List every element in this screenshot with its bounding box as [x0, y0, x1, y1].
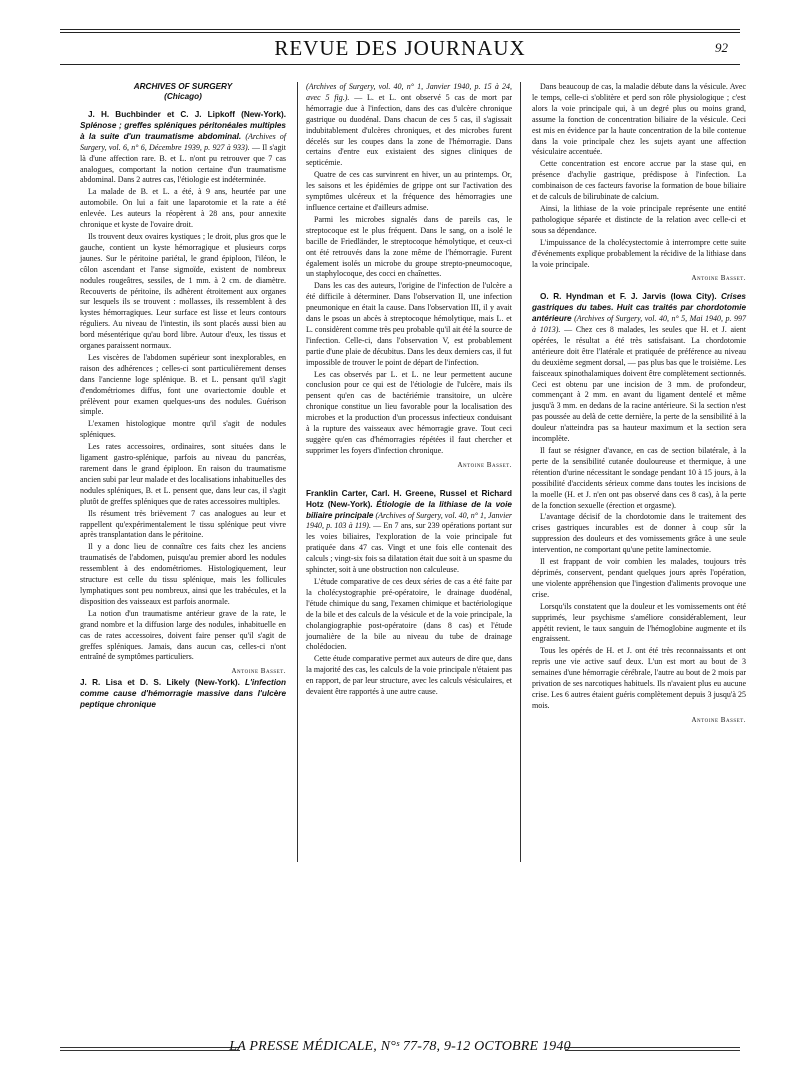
- article-3-paragraph: L'impuissance de la cholécystectomie à interrompre cette suite d'événements explique probablement la récidive de la lithiase dans la voie principale.: [532, 237, 746, 269]
- article-1-title: Splénose ; greffes spléniques péritonéales multiples à la suite d'un traumatisme abdominal.: [80, 120, 286, 141]
- article-1-paragraph: — Il s'agit là d'une affection rare. B. et L. n'ont pu retrouver que 7 cas analogues, comportant la notion certaine d'un traumatisme abdominal. Dans 2 autres cas, l'étiologie est indéterminée.: [80, 142, 286, 185]
- column-divider-1: [297, 82, 298, 862]
- article-1-authors: J. H. Buchbinder et C. J. Lipkoff (New-York).: [88, 110, 286, 119]
- article-3-lead: [306, 489, 512, 576]
- article-1-paragraph: Les rates accessoires, ordinaires, sont situées dans le ligament gastro-splénique, parfois au niveau du pancréas, rarement dans le grand épiploon. En raison du traumatisme ancien subi par leur malade et des localisations inhabituelles des nodules spléniques, B. et L. pensent que, dans leur cas, il s'agit plutôt de greffes spléniques que de rates accessoires multiples.: [80, 442, 286, 506]
- article-1-signature: Antoine Basset.: [231, 667, 286, 676]
- article-1-paragraph: Ils trouvent deux ovaires kystiques ; le droit, plus gros que le gauche, contient un kyste hémorragique et plusieurs corps jaunes. Sur le péritoine pariétal, le grand épiploon, l'iléon, le côlon ascendant et l'anse sigmoïde, existent de nombreux nodules rougeâtres, sessiles, de 1 mm. à 2 cm. de diamètre. Recouverts de péritoine, ils adhèrent étroitement aux organes sur lesquels ils se trouvent : mollasses, ils ressemblent à des kystes hémorragiques. Leur surface est lisse et leurs contours réguliers. Au niveau de l'intestin, ils sont placés aussi bien au bord mésentérique qu'au bord libre. Autour d'eux, les tissus et organes paraissent normaux.: [80, 231, 286, 351]
- article-3-signature: Antoine Basset.: [691, 274, 746, 283]
- header-rule-bottom: [60, 64, 740, 65]
- article-2-paragraph: Les cas observés par L. et L. ne leur permettent aucune conclusion pour ce qui est de l'étiologie de l'ulcère, mais ils pensent qu'en cas de bactériémie transitoire, un ulcère chronique constitue un lieu favorable pour la localisation des microbes et la production d'un processus infectieux conduisant à la rupture des vaisseaux avec hémorragie grave. Tout ceci suggère qu'en cas d'hémorragies répétées il faut chercher et supprimer les foyers d'infection chronique.: [306, 369, 512, 455]
- article-3-title: Étiologie de la lithiase de la voie biliaire principale: [306, 499, 512, 520]
- article-4-signature: Antoine Basset.: [691, 715, 746, 724]
- page-number: 92: [715, 40, 728, 55]
- column-2: [306, 82, 512, 699]
- article-3-paragraph: Dans beaucoup de cas, la maladie débute dans la vésicule. Avec le temps, celle-ci s'oblitère et perd son rôle physiologique ; c'est alors la voie principale qui, à un degré plus ou moins grand, assume la fonction de concentration biliaire de la vésicule. Ceci est mis en évidence par la haute concentration de la bile contenue dans la voie principale chez les sujets ayant une affection vésiculaire accentuée.: [532, 82, 746, 157]
- article-3-paragraph: — En 7 ans, sur 239 opérations portant sur les voies biliaires, l'exploration de la voie principale fut pratiquée dans 47 cas. Vingt et une fois elle contenait des calculs ; vingt-six fois sa dilatation était due soit à un spasme du sphincter, soit à une obstruction non calculeuse.: [306, 521, 513, 575]
- header-rule-top: [60, 29, 740, 30]
- article-1-paragraph: L'examen histologique montre qu'il s'agit de nodules spléniques.: [80, 419, 286, 440]
- article-4-paragraph: Tous les opérés de H. et J. ont été très reconnaissants et ont repris une vie active sauf deux. L'un est mort au bout de 3 semaines d'une hémorragie cérébrale, l'autre au bout de 2 mois par privation de ses narcotiques habituels. Ils n'avaient plus eu aucune crise. Les 6 autres étaient guéris complètement depuis 3 jusqu'à 25 mois.: [532, 646, 746, 710]
- column-3: [532, 82, 746, 727]
- header-rule-top-2: [60, 32, 740, 33]
- article-2-lead: [80, 678, 286, 711]
- article-4-title: Crises gastriques du tabes. Huit cas traités par chordotomie antérieure: [532, 292, 746, 324]
- article-3-paragraph: Cette concentration est encore accrue par la stase qui, en présence d'achylie gastrique, prédispose à l'infection. La combinaison de ces facteurs favorise la formation de boue biliaire et de calculs de bilirubinate de calcium.: [532, 159, 746, 202]
- article-3-paragraph: Ainsi, la lithiase de la voie principale représente une entité pathologique séparée et distincte de la relation avec celle-ci et sous sa dépendance.: [532, 203, 746, 235]
- article-1-paragraph: Ils résument très brièvement 7 cas analogues au leur et rappellent qu'expérimentalement le tissu splénique peut vivre après transplantation dans le péritoine.: [80, 508, 286, 540]
- article-3-paragraph: Cette étude comparative permet aux auteurs de dire que, dans la majorité des cas, les calculs de la voie principale n'étaient pas en rapport, de par leur structure, avec les calculs vésiculaires, et devaient être rapportés à une autre cause.: [306, 654, 512, 697]
- article-2-reference: (Archives of Surgery, vol. 40, n° 1, Janvier 1940, p. 15 à 24, avec 5 fig.).: [306, 82, 512, 102]
- article-2-authors: J. R. Lisa et D. S. Likely (New-York).: [80, 678, 240, 688]
- article-1-paragraph: Il y a donc lieu de connaître ces faits chez les anciens traumatisés de l'abdomen, puisqu'au premier abord les nodules ressemblent à des endométriomes. Histologiquement, leur structure est celle du tissu splénique, mais les follicules lymphatiques sont peu nombreux, ainsi que les trabécules, et la disposition des vaisseaux est parfois anormale.: [80, 542, 286, 606]
- article-4-paragraph: Lorsqu'ils constatent que la douleur et les vomissements ont été supprimés, leur psychisme s'améliore considérablement, leur appétit revient, le taux sanguin de l'hémoglobine augmente et ils engraissent.: [532, 601, 746, 644]
- page-title: REVUE DES JOURNAUX: [274, 36, 526, 60]
- article-2-paragraph: — L. et L. ont observé 5 cas de mort par hémorragie due à l'infection, dans des cas d'ulcère chronique gastrique ou duodénal. Dans chacun de ces 5 cas, il s'agissait indubitablement d'ulcères chroniques, et des microbes furent décelés sur les coupes dans la zone de l'hémorragie. Dans certains d'entre eux existaient des signes cliniques de septicémie.: [306, 92, 512, 168]
- section-heading: ARCHIVES OF SURGERY (Chicago): [133, 82, 233, 101]
- article-2-continued: [306, 82, 512, 169]
- article-2-paragraph: Parmi les microbes signalés dans de pareils cas, le streptocoque est le plus fréquent. Dans le sang, on a isolé le bacille de Friedländer, le streptocoque hémolytique, et ceux-ci ont été retrouvés dans la zone même de l'hémorragie. Furent également isolés un microbe du groupe strepto-pneumocoque, un staphylocoque, des cocci en chaînettes.: [306, 214, 512, 279]
- article-3-authors: Franklin Carter, Carl. H. Greene, Russel et Richard Hotz (New-York).: [306, 488, 512, 509]
- article-2-signature: Antoine Basset.: [457, 460, 512, 469]
- column-1: [80, 82, 286, 712]
- article-2-title: L'infection comme cause d'hémorragie massive dans l'ulcère peptique chronique: [80, 678, 287, 710]
- article-1-lead: [80, 110, 286, 186]
- article-4-paragraph: — Chez ces 8 malades, les seules que H. et J. aient opérées, le résultat a été très satisfaisant. La chordotomie antérieure doit être l'latérale et pratiquée de préférence au niveau du deuxième segment dorsal, — pas plus bas que le troisième. Les faisceaux spinothalamiques doivent être complètement sectionnés. Ceci est obtenu par une incision de 3 mm. de profondeur, commençant à 2 mm. en avant du ligament dentelé et même jusqu'à 3 mm. en dedans de la racine antérieure. Si la section n'est pas poussée au delà de cette dernière, la perte de la sensibilité à la douleur n'atteindra pas sa hauteur maximum et la section sera incomplète.: [532, 325, 747, 444]
- article-2-paragraph: Dans les cas des auteurs, l'origine de l'infection de l'ulcère a été difficile à déterminer. Dans l'observation II, une infection pneumonique en était la cause. Dans l'observation III, il y avait dans le psoas un abcès à streptocoque hémolytique, mais L. et L. considèrent comme très peu probable qu'il ait été la source de l'infection. Celle-ci, dans l'observation V, est probablement partie d'une plaie de décubitus. Dans les deux derniers cas, il fut impossible de trouver le point de départ de l'infection.: [306, 281, 512, 367]
- article-4-lead: [532, 292, 746, 445]
- article-4-paragraph: Il est frappant de voir combien les malades, toujours très déprimés, conservent, pendant quelques jours après l'opération, une violente appréhension que l'ingestion d'aliments provoque une crise.: [532, 557, 746, 599]
- article-4-reference: (Archives of Surgery, vol. 40, n° 5, Mai 1940, p. 997 à 1013).: [532, 314, 747, 335]
- article-1-reference: (Archives of Surgery, vol. 6, n° 6, Décembre 1939, p. 927 à 933).: [80, 131, 287, 152]
- article-3-paragraph: L'étude comparative de ces deux séries de cas a été faite par la cholécystographie pré-opératoire, le drainage duodénal, l'étude chimique du sang, l'examen chimique et bactériologique de la bile et des calculs de la vésicule et de la voie principale, la cholangiographie post-opératoire (dans 8 cas) et l'étude journalière de la bile au niveau du tube de drainage cholédocien.: [306, 576, 512, 652]
- article-1-paragraph: La malade de B. et L. a été, à 9 ans, heurtée par une automobile. On lui a fait une laparotomie et la rate a été enlevée. Les auteurs la réopèrent à 28 ans, pour annexite chronique et kyste de l'ovaire droit.: [80, 187, 286, 230]
- article-2-paragraph: Quatre de ces cas survinrent en hiver, un au printemps. Or, les saisons et les épidémies de grippe ont sur l'activation des symptômes ulcéreux et la fréquence des hémorragies une influence certaine et d'ailleurs admise.: [306, 170, 512, 212]
- footer-rule-right: [565, 1047, 740, 1048]
- column-divider-2: [520, 82, 521, 862]
- article-4-authors: O. R. Hyndman et F. J. Jarvis (Iowa City).: [540, 292, 717, 302]
- article-1-paragraph: La notion d'un traumatisme antérieur grave de la rate, le grand nombre et la diffusion large des nodules, inhabituelle en cas de rates accessoires, doivent faire penser qu'il s'agit de greffes spléniques. Jamais, dans aucun cas, celles-ci n'ont entraîné de symptômes particuliers.: [80, 608, 286, 662]
- article-1-paragraph: Les viscères de l'abdomen supérieur sont inexplorables, en raison des adhérences ; celles-ci sont particulièrement denses dans l'ancienne loge splénique. B. et L. pensant qu'il s'agit d'endométriomes diffus, font une ovariectomie double et prélèvent pour examen quelques-uns des nodules. Guérison simple.: [80, 352, 286, 417]
- footer-rule-right-2: [565, 1050, 740, 1051]
- article-4-paragraph: L'avantage décisif de la chordotomie dans le traitement des crises gastriques incurables est de donner à coup sûr la suppression des douleurs et des vomissements grâce à une seule intervention, ne comportant qu'une petite laminectomie.: [532, 512, 746, 555]
- article-3-reference: (Archives of Surgery, vol. 40, n° 1, Janvier 1940, p. 103 à 119).: [306, 510, 512, 531]
- footer-journal-info: LA PRESSE MÉDICALE, N°ˢ 77-78, 9-12 OCTOBRE 1940: [229, 1039, 571, 1054]
- article-4-paragraph: Il faut se résigner d'avance, en cas de section bilatérale, à la perte de la sensibilité cutanée douloureuse et thermique, à une rétention d'urine nécessitant le sondage pendant 10 à 15 jours, à la possibilité d'accidents sérieux comme dans toutes les incisions de la moelle (H. et J. n'en ont pas observé dans ces 8 cas), à la perte de la fonction sexuelle (érection et orgasme).: [532, 446, 746, 510]
